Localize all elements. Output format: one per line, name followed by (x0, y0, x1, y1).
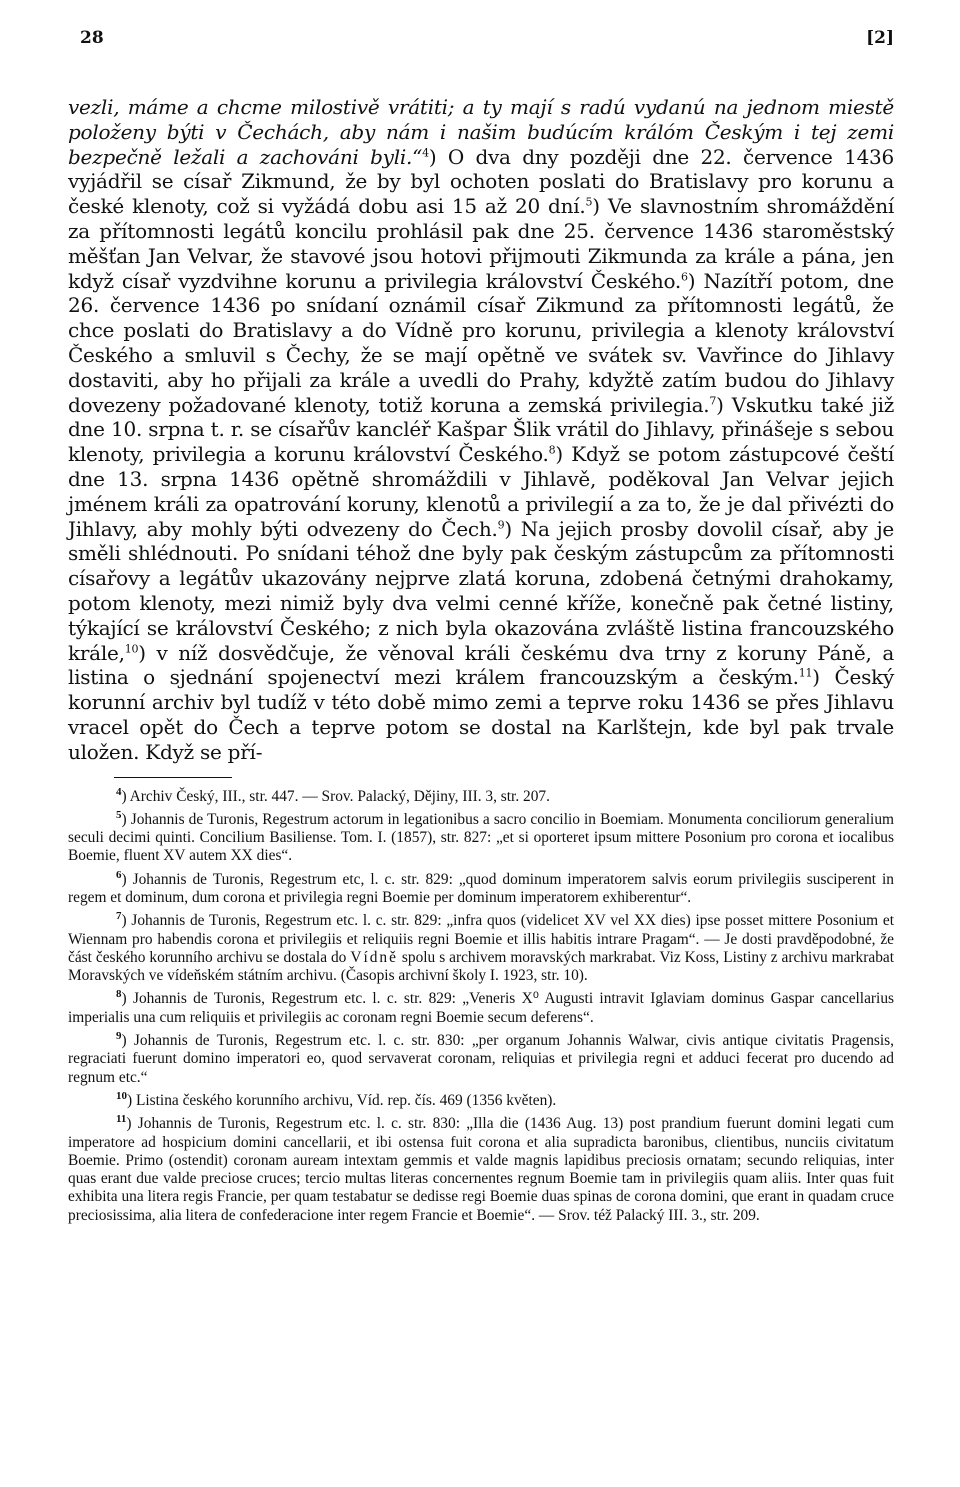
footnotes (68, 785, 894, 1226)
footnote-text: ) Johannis de Turonis, Regestrum actorum in legationibus a sacro concilio in Boemiam. Monumenta conciliorum generalium seculi decimi quinti. Concilium Basiliense. Tom. I. (1857), str. 827: „et si oporteret ipsum mittere Posonium pro corona et iocalibus Boemie, fluent XV autem XX dies“. (68, 810, 894, 865)
body-text-segment: ) Český korunní archiv byl tudíž v této době mimo zemi a teprve roku 1436 se přes Jihlavu vracel opět do Čech a teprve potom se dostal na Karlštejn, kde byl pak trvale uložen. Když se pří- (68, 665, 895, 764)
signature-mark: [2] (866, 28, 894, 48)
footnote-text: ) Johannis de Turonis, Regestrum etc. l. c. str. 829: „infra quos (videlicet XV vel XX dies) ipse posset mittere Posonium et Wiennam pro habendis corona et privilegiis et reliquiis regni Boemie et illis habitis intrare Pragam“. — Je dosti pravděpodobné, že část českého korunního archivu se dostala do (68, 912, 894, 966)
footnote (68, 1029, 894, 1087)
body-text-segment: ) v níž dosvědčuje, že věnoval králi českému dva trny z koruny Páně, a listina o sjednání spojenectví mezi králem francouzským a českým. (68, 640, 894, 690)
footnote-text: ) Johannis de Turonis, Regestrum etc. l. c. str. 830: „per organum Johannis Walwar, civis antique civitatis Pragensis, regraciati fuerunt domino imperatori eo, quod servaverat coronam, reliquias et privilegia regni et adduci fecerat pro ducendo ad regnum etc.“ (68, 1032, 894, 1086)
footnote-text: spolu s archivem moravských markrabat. Viz Koss, Listiny z archivu markrabat Moravských ve vídeňském státním archivu. (Časopis archivní školy I. 1923, str. 10). (68, 948, 894, 985)
body-text-segment: ) Nazítří potom, dne 26. července 1436 po snídaní oznámil císař Zikmund za přítomnosti legátů, že chce poslati do Bratislavy a do Vídně pro korunu, privilegia a klenoty království Českého a smluvil s Čechy, že se mají opětně ve svátek sv. Vavřince do Jihlavy dostaviti, aby ho přijali za krále a uvedli do Prahy, kdyžtě zatím budou do Jihlavy dovezeny požadované klenoty, totiž koruna a zemská privilegia. (68, 268, 894, 417)
footnote (68, 1089, 894, 1110)
footnote-ref[interactable]: 8 (548, 443, 556, 457)
footnote-ref[interactable]: 4 (422, 145, 429, 159)
footnote-number: 8 (116, 988, 122, 1001)
footnote-number: 4 (116, 785, 122, 798)
footnote-number: 5 (116, 808, 122, 821)
body-text-segment: ) Na jejich prosby dovolil císař, aby je směli shlédnouti. Po snídani téhož dne byly pak českým zástupcům za přítomnosti císařovy a legátův ukazovány nejprve zlatá koruna, zdobená četnými drahokamy, potom klenoty, mezi nimiž byly dva velmi cenné kříže, konečně pak četné listiny, týkající se království Českého; z nich byla okazována zvláště listina francouzského krále, (68, 516, 895, 665)
footnote (68, 785, 894, 806)
footnote-ref[interactable]: 10 (124, 641, 139, 655)
footnote-number: 7 (116, 910, 122, 923)
footnote (68, 808, 894, 866)
body-text-segment: ) Když se potom zástupcové čeští dne 13. srpna 1436 opětně shromáždili v Jihlavě, poděkoval Jan Velvar jejich jménem králi za opatrování koruny, klenotů a privilegií a za to, že je dal přivézti do Jihlavy, aby mohly býti odvezeny do Čech. (68, 442, 894, 541)
body-text-segment: ) O dva dny později dne 22. července 1436 vyjádřil se císař Zikmund, že by byl ochoten poslati do Bratislavy pro korunu a české klenoty, což si vyžádá dobu asi 15 až 20 dní. (68, 144, 895, 219)
page-number: 28 (80, 28, 104, 48)
footnote-text: ) Johannis de Turonis, Regestrum etc. l. c. str. 830: „Illa die (1436 Aug. 13) post prandium fuerunt domini legati cum imperatore ad hospicium domini cancellarii, et ibi ostensa fuit corona et alia supradicta baronibus, clientibus, nunciis civitatum Boemie. Primo (ostendit) coronam auream intextam gemmis et valde magnis lapidibus preciosis ornatam; secundo reliquias, inter quas erant due valde preciose cruces; tercio multas literas concernentes regnum Boemie tam in privilegiis quam aliis. Inter quas fuit exhibita una litera regis Francie, per quam testabatur se dedisse regi Boemie duas spinas de corona domini, que erant in quadam cruce preciosissima, alia litera de confederacione inter regem Francie et Boemie“. — Srov. též Palacký III. 3., str. 209. (68, 1115, 894, 1224)
body-text-segment: ) Ve slavnostním shromáždění za přítomnosti legátů koncilu prohlásil pak dne 25. července 1436 staroměstský měšťan Jan Velvar, že stavové jsou hotovi přijmouti Zikmunda za krále a pána, jen když císař vyzdvihne korunu a privilegia království Českého. (68, 194, 894, 293)
footnote-ref[interactable]: 5 (585, 195, 593, 209)
page (68, 28, 894, 1230)
footnote-ref[interactable]: 6 (681, 269, 688, 283)
footnote (68, 1115, 894, 1225)
footnote (68, 912, 894, 985)
body-text-segment: ) Vskutku také již dne 10. srpna t. r. se císařův kancléř Kašpar Šlik vrátil do Jihlavy, přinášeje s sebou klenoty, privilegia a korunu království Českého. (68, 392, 894, 467)
footnote-number: 9 (116, 1029, 122, 1042)
footnote-number: 10 (116, 1089, 127, 1102)
footnote-ref[interactable]: 9 (497, 517, 505, 531)
quoted-italic-text: vezli, máme a chcme milostivě vrátiti; a ty mají s radú vydanú na jednom miestě položeny býti v Čechách, aby nám i našim budúcím králóm Českým i tej zemi bezpečně ležali a zachováni byli.“ (68, 95, 894, 169)
body-paragraph (68, 95, 894, 765)
footnote-number: 11 (116, 1113, 127, 1126)
footnote-text: ) Johannis de Turonis, Regestrum etc, l. c. str. 829: „quod dominum imperatorem salvis eorum privilegiis susciperent in regem et dominum, dum corona et privilegia regni Boemie per dominum imperatorem exhiberentur“. (68, 870, 894, 906)
footnote-spaced-word: Vídně (350, 948, 398, 966)
footnote (68, 990, 894, 1027)
footnote (68, 868, 894, 908)
footnote-text: ) Archiv Český, III., str. 447. — Srov. Palacký, Dějiny, III. 3, str. 207. (121, 787, 550, 805)
footnote-ref[interactable]: 11 (798, 666, 813, 680)
footnote-ref[interactable]: 7 (709, 393, 717, 407)
footnote-divider (114, 777, 232, 778)
footnote-number: 6 (116, 868, 122, 881)
footnote-text: ) Johannis de Turonis, Regestrum etc. l. c. str. 829: „Veneris X⁰ Augusti intravit Iglaviam dominus Gaspar cancellarius imperialis una cum reliquiis et privilegiis ac coronam regni Boemie secum deferens“. (68, 990, 894, 1026)
footnote-text: ) Listina českého korunního archivu, Víd. rep. čís. 469 (1356 květen). (127, 1091, 557, 1109)
page-header (68, 28, 894, 68)
